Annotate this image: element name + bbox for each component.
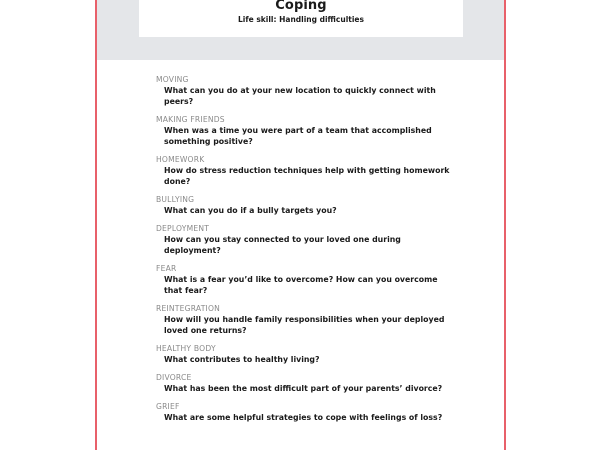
question-item-fear bbox=[156, 264, 456, 296]
question-text: What can you do at your new location to quickly connect with peers? bbox=[164, 86, 436, 106]
question-category: DEPLOYMENT bbox=[156, 224, 210, 233]
question-item-divorce bbox=[156, 373, 456, 394]
question-list bbox=[156, 75, 456, 431]
question-item-grief bbox=[156, 402, 456, 423]
question-text: How can you stay connected to your loved one during deployment? bbox=[164, 235, 401, 255]
question-item-reintegration bbox=[156, 304, 456, 336]
question-text: What can you do if a bully targets you? bbox=[164, 206, 337, 215]
question-category: BULLYING bbox=[156, 195, 195, 204]
question-text: How will you handle family responsibilities when your deployed loved one returns? bbox=[164, 315, 445, 335]
question-item-moving bbox=[156, 75, 456, 107]
document-page bbox=[95, 0, 506, 450]
question-item-homework bbox=[156, 155, 456, 187]
question-text: When was a time you were part of a team that accomplished something positive? bbox=[164, 126, 432, 146]
question-category: MOVING bbox=[156, 75, 189, 84]
question-item-deployment bbox=[156, 224, 456, 256]
question-text: What contributes to healthy living? bbox=[164, 355, 320, 364]
question-text: What has been the most difficult part of your parents’ divorce? bbox=[164, 384, 443, 393]
title-card bbox=[139, 0, 463, 37]
question-category: REINTEGRATION bbox=[156, 304, 221, 313]
question-item-bullying bbox=[156, 195, 456, 216]
question-category: HOMEWORK bbox=[156, 155, 205, 164]
question-category: FEAR bbox=[156, 264, 177, 273]
question-item-making-friends bbox=[156, 115, 456, 147]
question-category: HEALTHY BODY bbox=[156, 344, 216, 353]
question-text: How do stress reduction techniques help with getting homework done? bbox=[164, 166, 450, 186]
page-title: Coping bbox=[275, 0, 327, 13]
question-item-healthy-body bbox=[156, 344, 456, 365]
question-text: What are some helpful strategies to cope with feelings of loss? bbox=[164, 413, 443, 422]
header-band bbox=[97, 0, 504, 60]
question-category: GRIEF bbox=[156, 402, 180, 411]
question-text: What is a fear you’d like to overcome? How can you overcome that fear? bbox=[164, 275, 438, 295]
question-category: DIVORCE bbox=[156, 373, 192, 382]
question-category: MAKING FRIENDS bbox=[156, 115, 225, 124]
page-subtitle: Life skill: Handling difficulties bbox=[238, 15, 364, 24]
